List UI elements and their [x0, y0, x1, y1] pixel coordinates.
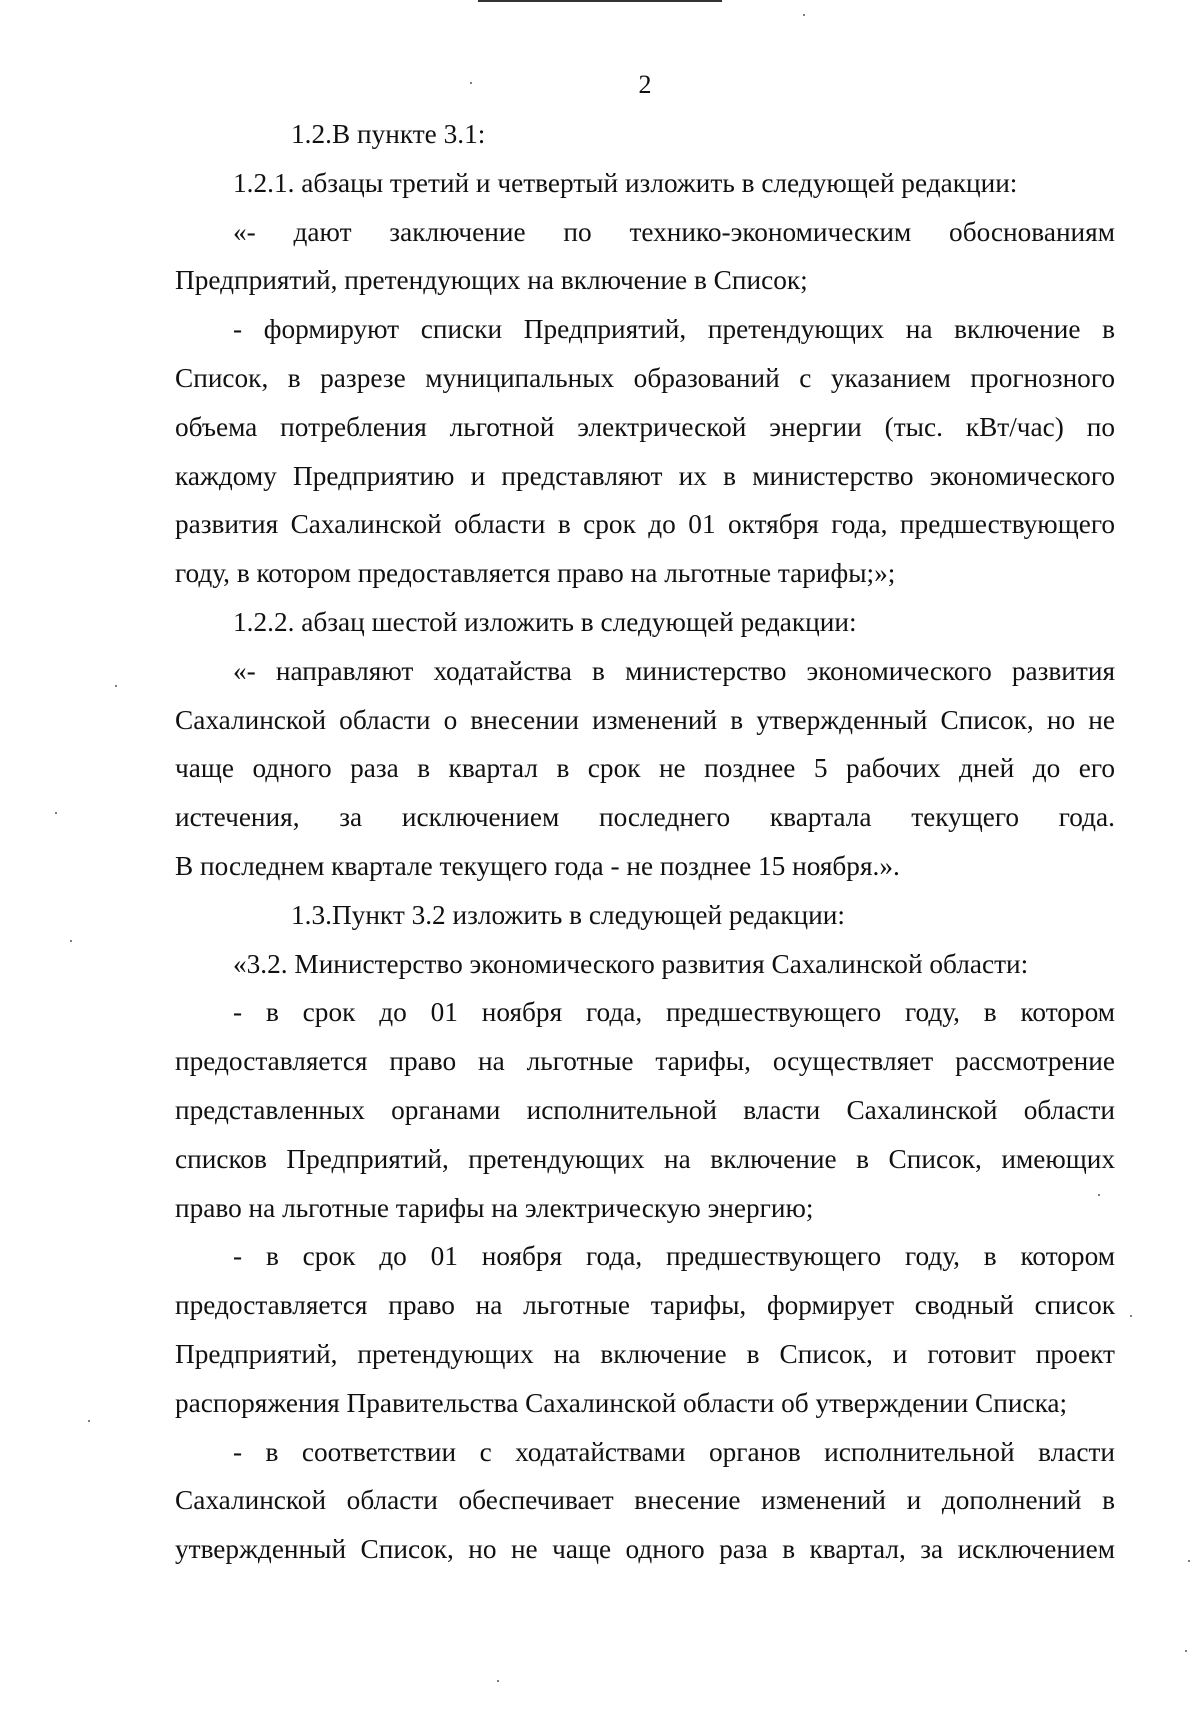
text-line: Сахалинской области о внесении изменений в утвержденный Список, но не	[175, 704, 1115, 735]
scan-speck	[70, 940, 72, 942]
text-line: объема потребления льготной электрической энергии (тыс. кВт/час) по	[175, 411, 1115, 442]
paragraph-text: Пункт 3.2 изложить в следующей редакции:	[331, 899, 845, 930]
text-line: - в соответствии с ходатайствами органов исполнительной власти	[233, 1436, 1115, 1467]
scan-speck	[1098, 1194, 1100, 1196]
page-number: 2	[638, 70, 652, 99]
text-line: В последнем квартале текущего года - не позднее 15 ноября.».	[175, 850, 900, 881]
text-line: Сахалинской области обеспечивает внесение изменений и дополнений в	[175, 1485, 1115, 1516]
paragraph-number: 1.2.	[291, 119, 332, 149]
text-line: представленных органами исполнительной власти Сахалинской области	[175, 1094, 1115, 1125]
text-line: Предприятий, претендующих на включение в Список, и готовит проект	[175, 1338, 1115, 1369]
paragraph-text: В пункте 3.1:	[331, 119, 486, 149]
text-line: «- направляют ходатайства в министерство экономического развития	[233, 655, 1115, 686]
text-line: предоставляется право на льготные тарифы, формирует сводный список	[175, 1290, 1115, 1321]
text-line: право на льготные тарифы на электрическую энергию;	[175, 1192, 814, 1223]
text-line: - формируют списки Предприятий, претендующих на включение в	[233, 314, 1115, 345]
text-line: - в срок до 01 ноября года, предшествующего году, в котором	[233, 997, 1115, 1028]
text-line: распоряжения Правительства Сахалинской области об утверждении Списка;	[175, 1387, 1068, 1418]
paragraph-conclusion	[175, 208, 1115, 306]
text-line: году, в котором предоставляется право на льготные тарифы;»;	[175, 558, 896, 589]
text-line: каждому Предприятию и представляют их в министерство экономического	[175, 460, 1115, 491]
scan-speck	[497, 1680, 499, 1682]
text-line: предоставляется право на льготные тарифы, осуществляет рассмотрение	[175, 1046, 1115, 1077]
scan-speck	[1188, 1560, 1190, 1562]
paragraph-petitions	[175, 647, 1115, 891]
scan-speck	[1185, 1650, 1187, 1652]
text-line: Список, в разрезе муниципальных образований с указанием прогнозного	[175, 362, 1115, 393]
scan-speck	[55, 812, 57, 814]
text-line: списков Предприятий, претендующих на включение в Список, имеющих	[175, 1143, 1115, 1174]
paragraph-3-2: «3.2. Министерство экономического развития Сахалинской области:	[233, 948, 1029, 979]
paragraph-form-lists	[175, 305, 1115, 598]
scan-speck	[470, 82, 472, 84]
paragraph-1-2-2: 1.2.2. абзац шестой изложить в следующей редакции:	[233, 606, 857, 637]
document-body	[175, 110, 1115, 1574]
text-line: чаще одного раза в квартал в срок не позднее 5 рабочих дней до его	[175, 753, 1115, 784]
text-line: развития Сахалинской области в срок до 01 октября года, предшествующего	[175, 509, 1115, 540]
paragraph-1-2	[175, 110, 1115, 159]
scan-speck	[803, 14, 805, 16]
text-line: Предприятий, претендующих на включение в Список;	[175, 265, 808, 296]
scan-speck	[115, 685, 117, 687]
scan-top-line	[478, 0, 722, 2]
text-line: «- дают заключение по технико-экономическим обоснованиям	[233, 216, 1115, 247]
text-line: утвержденный Список, но не чаще одного раза в квартал, за исключением	[175, 1534, 1115, 1565]
scan-speck	[1130, 1315, 1132, 1317]
paragraph-summary-list	[175, 1232, 1115, 1427]
text-line: - в срок до 01 ноября года, предшествующего году, в котором	[233, 1241, 1115, 1272]
text-line: истечения, за исключением последнего квартала текущего года.	[175, 802, 1115, 833]
paragraph-1-2-1: 1.2.1. абзацы третий и четвертый изложить в следующей редакции:	[233, 167, 1018, 198]
paragraph-number: 1.3.	[291, 899, 332, 930]
paragraph-1-3	[175, 891, 1115, 940]
scan-speck	[88, 1420, 90, 1422]
paragraph-review-lists	[175, 988, 1115, 1232]
paragraph-amendments	[175, 1428, 1115, 1574]
